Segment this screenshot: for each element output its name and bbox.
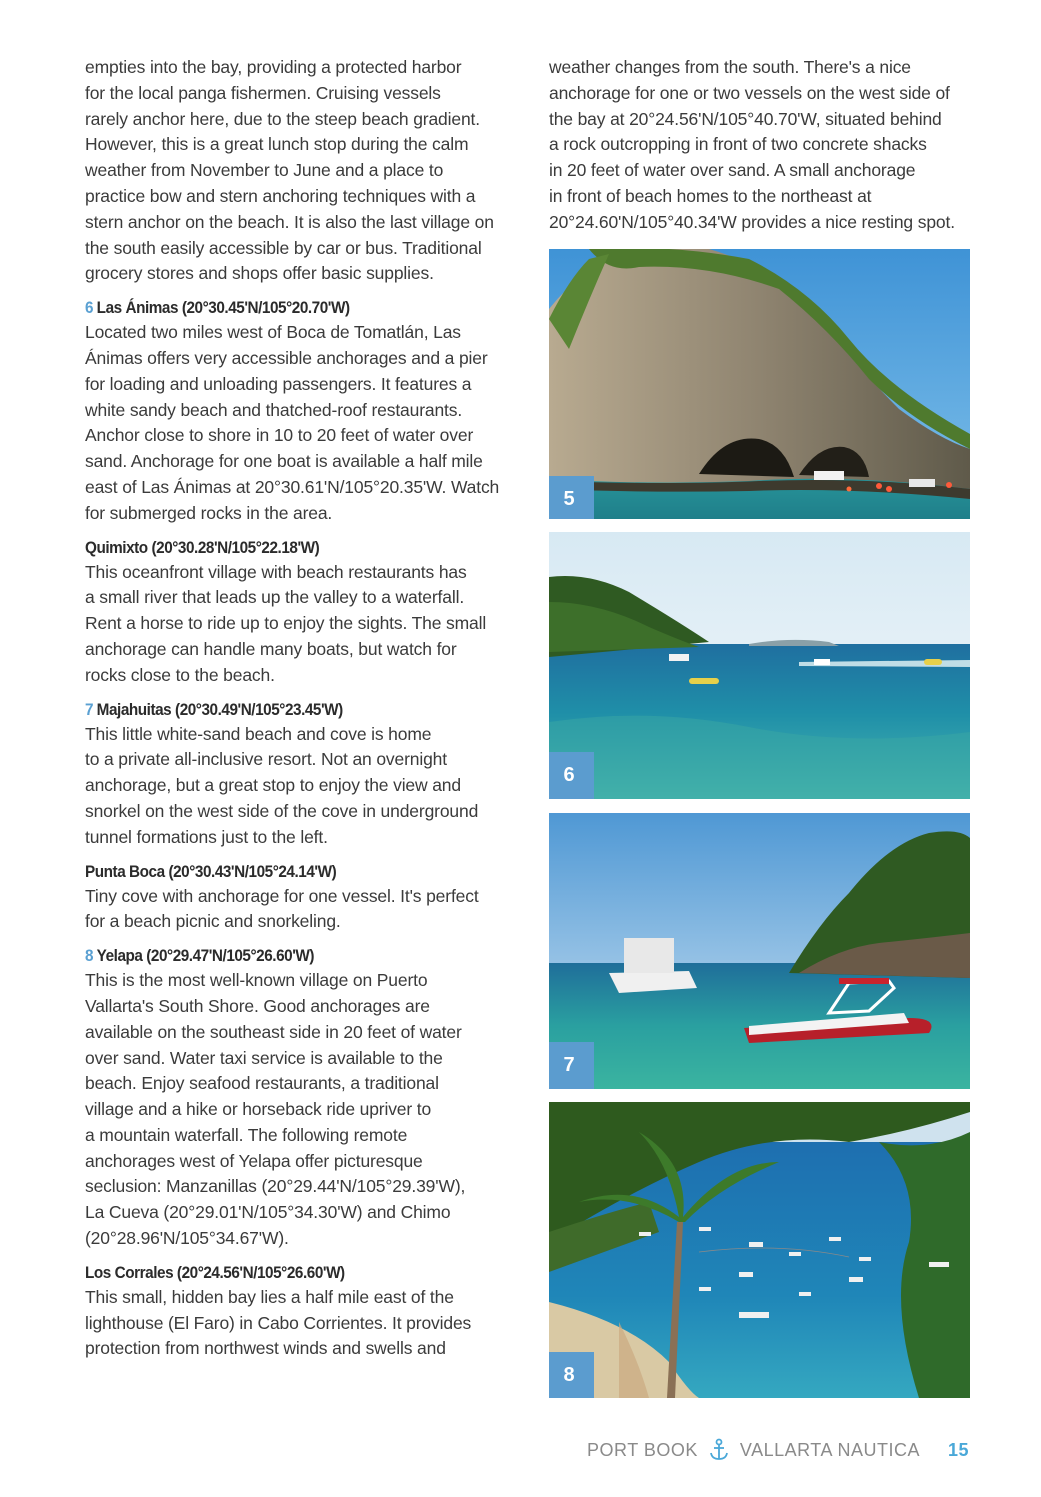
paragraph-line: Tiny cove with anchorage for one vessel. It's perfect: [85, 885, 479, 906]
section-title: Punta Boca (20°30.43'N/105°24.14'W): [85, 861, 337, 881]
speedboats-image: [549, 813, 970, 1089]
paragraph-line: This is the most well-known village on Puerto: [85, 970, 428, 991]
section-number: 7: [85, 699, 94, 719]
page-number: 15: [947, 1439, 969, 1460]
paragraph-line: stern anchor on the beach. It is also the last village on: [85, 211, 494, 232]
paragraph-line: a rock outcropping in front of two concrete shacks: [549, 134, 927, 155]
paragraph-line: weather changes from the south. There's a nice: [549, 57, 911, 77]
paragraph-line: for submerged rocks in the area.: [85, 502, 333, 523]
section-title: Majahuitas (20°30.49'N/105°23.45'W): [96, 699, 343, 719]
paragraph-line: Anchor close to shore in 10 to 20 feet of water over: [85, 425, 474, 446]
paragraph-line: (20°28.96'N/105°34.67'W).: [85, 1228, 289, 1249]
paragraph-line: grocery stores and shops offer basic supplies.: [85, 263, 434, 284]
photo-7-speedboats: [549, 813, 970, 1089]
paragraph-line: Located two miles west of Boca de Tomatlán, Las: [85, 322, 461, 343]
paragraph-line: a small river that leads up the valley to a waterfall.: [85, 587, 465, 608]
paragraph-line: over sand. Water taxi service is available to the: [85, 1047, 443, 1068]
section-title: Quimixto (20°30.28'N/105°22.18'W): [85, 537, 320, 557]
paragraph-line: for the local panga fishermen. Cruising vessels: [85, 82, 441, 103]
paragraph-line: in 20 feet of water over sand. A small anchorage: [549, 160, 916, 181]
paragraph-line: village and a hike or horseback ride upriver to: [85, 1099, 432, 1120]
footer-vallarta-nautica: VALLARTA NAUTICA: [739, 1439, 920, 1460]
paragraph-line: practice bow and stern anchoring techniques with a: [85, 185, 476, 206]
section-heading: [85, 1261, 468, 1285]
photo-badge: 5: [549, 476, 594, 519]
section-title: Los Corrales (20°24.56'N/105°26.60'W): [85, 1262, 345, 1282]
paragraph-line: However, this is a great lunch stop during the calm: [85, 134, 469, 155]
paragraph-line: rarely anchor here, due to the steep beach gradient.: [85, 108, 480, 129]
section-body: [85, 722, 510, 851]
anchor-icon: [708, 1438, 730, 1462]
section-body: [85, 1285, 510, 1362]
paragraph-line: Ánimas offers very accessible anchorages and a pier: [85, 347, 488, 368]
paragraph-line: Vallarta's South Shore. Good anchorages are: [85, 995, 430, 1016]
paragraph-line: This little white-sand beach and cove is home: [85, 723, 432, 744]
right-column-paragraph: [549, 55, 969, 236]
section-number: 8: [85, 946, 94, 966]
left-column: [85, 55, 510, 1362]
paragraph-line: rocks close to the beach.: [85, 664, 275, 685]
section-majahuitas: [85, 698, 510, 851]
paragraph-line: This oceanfront village with beach restaurants has: [85, 561, 467, 582]
paragraph-line: for a beach picnic and snorkeling.: [85, 911, 341, 932]
paragraph-line: white sandy beach and thatched-roof restaurants.: [85, 399, 463, 420]
paragraph-line: for loading and unloading passengers. It features a: [85, 373, 472, 394]
footer-port-book: PORT BOOK: [587, 1439, 698, 1460]
section-heading: [85, 536, 468, 560]
turquoise-bay-image: [549, 532, 970, 799]
paragraph-line: Rent a horse to ride up to enjoy the sights. The small: [85, 613, 487, 634]
paragraph-line: available on the southeast side in 20 feet of water: [85, 1021, 462, 1042]
paragraph-line: east of Las Ánimas at 20°30.61'N/105°20.35'W. Watch: [85, 476, 500, 497]
section-body: [85, 884, 510, 936]
palm-beach-image: [549, 1102, 970, 1398]
paragraph-line: empties into the bay, providing a protected harbor: [85, 57, 462, 77]
section-yelapa: [85, 944, 510, 1252]
paragraph-line: the south easily accessible by car or bus. Traditional: [85, 237, 482, 258]
page-footer: [587, 1437, 969, 1463]
paragraph-line: weather from November to June and a place to: [85, 160, 444, 181]
paragraph-line: anchorage for one or two vessels on the west side of: [549, 82, 950, 103]
paragraph-line: anchorage, but a great stop to enjoy the view and: [85, 775, 461, 796]
paragraph-line: in front of beach homes to the northeast at: [549, 185, 872, 206]
section-number: 6: [85, 298, 94, 318]
photo-5-rock-arch: [549, 249, 970, 519]
paragraph-line: sand. Anchorage for one boat is available a half mile: [85, 451, 483, 472]
section-title: Yelapa (20°29.47'N/105°26.60'W): [96, 946, 315, 966]
paragraph-line: anchorages west of Yelapa offer picturesque: [85, 1150, 423, 1171]
paragraph-line: snorkel on the west side of the cove in underground: [85, 800, 479, 821]
paragraph-line: La Cueva (20°29.01'N/105°34.30'W) and Chimo: [85, 1202, 451, 1223]
paragraph-line: protection from northwest winds and swells and: [85, 1338, 446, 1359]
paragraph-line: anchorage can handle many boats, but watch for: [85, 638, 457, 659]
paragraph-line: This small, hidden bay lies a half mile east of the: [85, 1286, 454, 1307]
photo-badge: 6: [549, 752, 594, 799]
paragraph-line: the bay at 20°24.56'N/105°40.70'W, situated behind: [549, 108, 942, 129]
section-body: [85, 560, 510, 689]
section-quimixto: [85, 536, 510, 689]
paragraph-line: lighthouse (El Faro) in Cabo Corrientes. It provides: [85, 1312, 472, 1333]
paragraph-line: 20°24.60'N/105°40.34'W provides a nice resting spot.: [549, 211, 955, 232]
section-heading: [85, 860, 468, 884]
section-title: Las Ánimas (20°30.45'N/105°20.70'W): [96, 298, 350, 318]
photo-8-palm-beach: [549, 1102, 970, 1398]
section-body: [85, 968, 510, 1252]
section-body: [85, 320, 510, 526]
section-los-corrales: [85, 1261, 510, 1362]
section-heading: [85, 296, 468, 320]
section-heading: [85, 944, 468, 968]
photo-6-turquoise-bay: [549, 532, 970, 799]
photo-badge: 7: [549, 1042, 594, 1089]
paragraph-line: to a private all-inclusive resort. Not an overnight: [85, 749, 447, 770]
paragraph-line: tunnel formations just to the left.: [85, 826, 328, 847]
rock-arch-image: [549, 249, 970, 519]
paragraph-line: a mountain waterfall. The following remote: [85, 1124, 408, 1145]
section-heading: [85, 698, 468, 722]
paragraph-line: beach. Enjoy seafood restaurants, a traditional: [85, 1073, 439, 1094]
paragraph-line: seclusion: Manzanillas (20°29.44'N/105°29.39'W),: [85, 1176, 466, 1197]
photo-badge: 8: [549, 1352, 594, 1398]
intro-paragraph: [85, 55, 510, 287]
section-punta-boca: [85, 860, 510, 936]
section-las-animas: [85, 296, 510, 526]
